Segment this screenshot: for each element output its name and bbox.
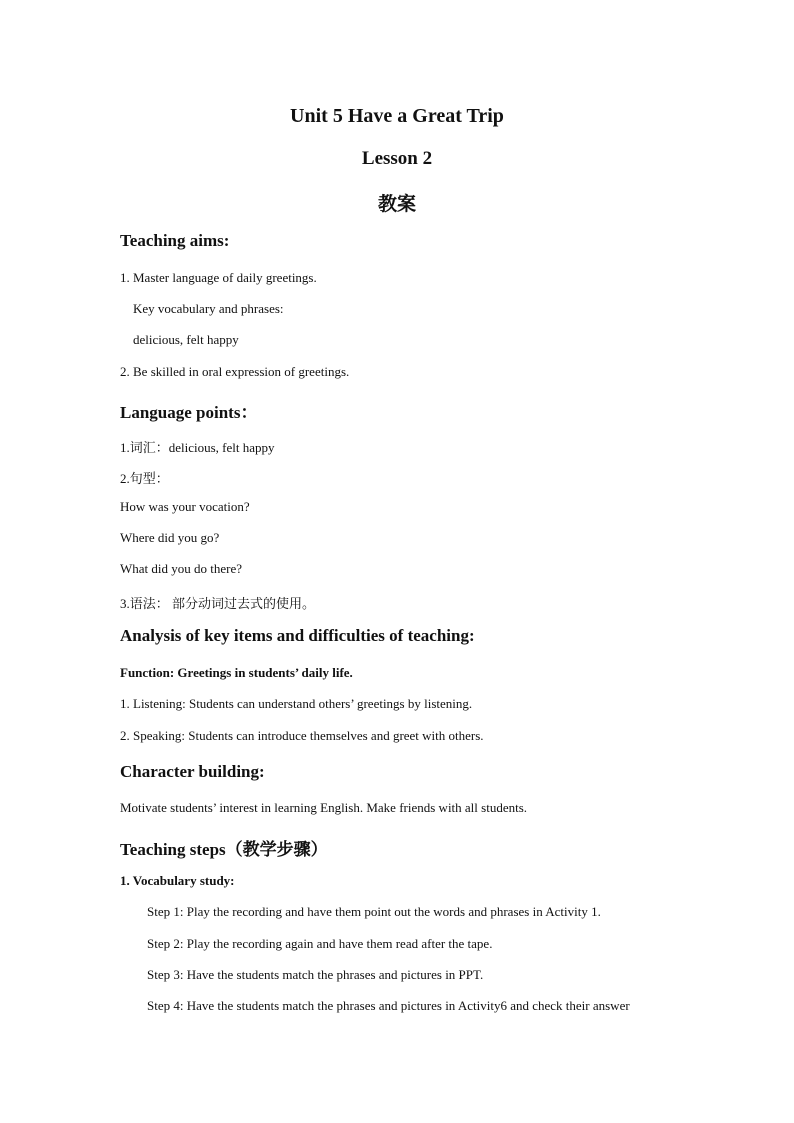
vocab-point: 1.词汇：delicious, felt happy <box>120 440 275 455</box>
doc-type-title: 教案 <box>377 193 416 215</box>
grammar-point: 3.语法： 部分动词过去式的使用。 <box>120 596 316 611</box>
vocabulary-study-heading: 1. Vocabulary study: <box>120 873 235 888</box>
step-3: Step 3: Have the students match the phrases and pictures in PPT. <box>147 967 484 982</box>
analysis-function: Function: Greetings in students’ daily life. <box>120 665 353 680</box>
step-4: Step 4: Have the students match the phrases and pictures in Activity6 and check their answer <box>147 998 630 1013</box>
step-2: Step 2: Play the recording again and have them read after the tape. <box>147 936 493 951</box>
teaching-aim-1: 1. Master language of daily greetings. <box>120 270 317 285</box>
key-vocabulary-label: Key vocabulary and phrases: <box>133 301 284 316</box>
sentence-2: Where did you go? <box>120 530 220 545</box>
lesson-title: Lesson 2 <box>361 148 433 169</box>
analysis-heading: Analysis of key items and difficulties of teaching: <box>120 626 475 645</box>
step-1: Step 1: Play the recording and have them point out the words and phrases in Activity 1. <box>147 904 601 919</box>
character-building-text: Motivate students’ interest in learning English. Make friends with all students. <box>120 800 528 815</box>
sentence-1: How was your vocation? <box>120 499 250 514</box>
key-vocabulary-list: delicious, felt happy <box>133 332 239 347</box>
teaching-steps-heading: Teaching steps（教学步骤） <box>120 840 328 859</box>
analysis-item-1: 1. Listening: Students can understand others’ greetings by listening. <box>120 696 473 711</box>
sentence-point-label: 2.句型： <box>120 471 169 486</box>
teaching-aim-2: 2. Be skilled in oral expression of greetings. <box>120 364 350 379</box>
analysis-item-2: 2. Speaking: Students can introduce themselves and greet with others. <box>120 728 484 743</box>
language-points-heading: Language points： <box>120 403 258 422</box>
document-title: Unit 5 Have a Great Trip <box>290 105 504 127</box>
teaching-aims-heading: Teaching aims: <box>120 231 230 250</box>
sentence-3: What did you do there? <box>120 561 243 576</box>
character-building-heading: Character building: <box>120 762 265 781</box>
